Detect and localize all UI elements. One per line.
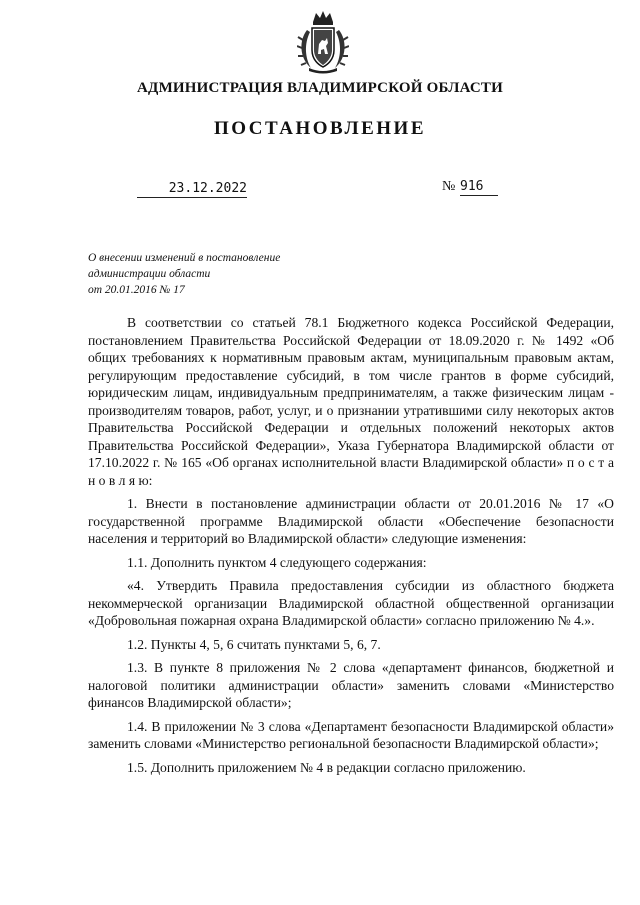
- document-subject: [88, 250, 348, 298]
- subject-line: от 20.01.2016 № 17: [88, 284, 185, 296]
- document-type: ПОСТАНОВЛЕНИЕ: [213, 118, 427, 139]
- body-paragraph: 1.5. Дополнить приложением № 4 в редакции согласно приложению.: [127, 759, 526, 775]
- organization-name: АДМИНИСТРАЦИЯ ВЛАДИМИРСКОЙ ОБЛАСТИ: [137, 80, 503, 96]
- body-paragraph: 1. Внести в постановление администрации области от 20.01.2016 № 17 «О государственной программе Владимирской области «Обеспечение безопасности населения и территорий во Владимирской области» следующие изменения:: [88, 496, 614, 546]
- body-paragraph: 1.2. Пункты 4, 5, 6 считать пунктами 5, 6, 7.: [127, 636, 381, 652]
- document-number: 916: [460, 179, 498, 196]
- document-date: 23.12.2022: [137, 181, 247, 198]
- coat-of-arms-icon: [297, 10, 349, 74]
- subject-line: О внесении изменений в постановление: [88, 252, 281, 264]
- body-paragraph: В соответствии со статьей 78.1 Бюджетного кодекса Российской Федерации, постановлением Правительства Российской Федерации от 18.09.2020 г. № 1492 «Об общих требованиях к нормативным правовым актам, муниципальным правовым актам, регулирующим предоставление субсидий, в том числе грантов в форме субсидий, юридическим лицам, индивидуальным предпринимателям, а также физическим лицам - производителям товаров, работ, услуг, и о признании утратившими силу некоторых актов Правительства Российской Федерации и отдельных положений некоторых актов Правительства Российской Федерации», Указа Губернатора Владимирской области от 17.10.2022 г. № 165 «Об органах исполнительной власти Владимирской области» п о с т а н о в л я ю:: [88, 315, 614, 488]
- body-paragraph: 1.4. В приложении № 3 слова «Департамент безопасности Владимирской области» заменить словами «Министерство региональной безопасности Владимирской области»;: [88, 718, 614, 751]
- subject-line: администрации области: [88, 268, 211, 280]
- body-paragraph: 1.1. Дополнить пунктом 4 следующего содержания:: [127, 554, 427, 570]
- body-paragraph: «4. Утвердить Правила предоставления субсидии из областного бюджета некоммерческой организации Владимирской областной общественной организации «Добровольная пожарная охрана Владимирской области» согласно приложению № 4.».: [88, 578, 614, 628]
- document-body: [88, 314, 614, 780]
- number-label: №: [442, 179, 456, 194]
- body-paragraph: 1.3. В пункте 8 приложения № 2 слова «департамент финансов, бюджетной и налоговой политики администрации области» заменить словами «Министерство финансов Владимирской области»;: [88, 660, 614, 710]
